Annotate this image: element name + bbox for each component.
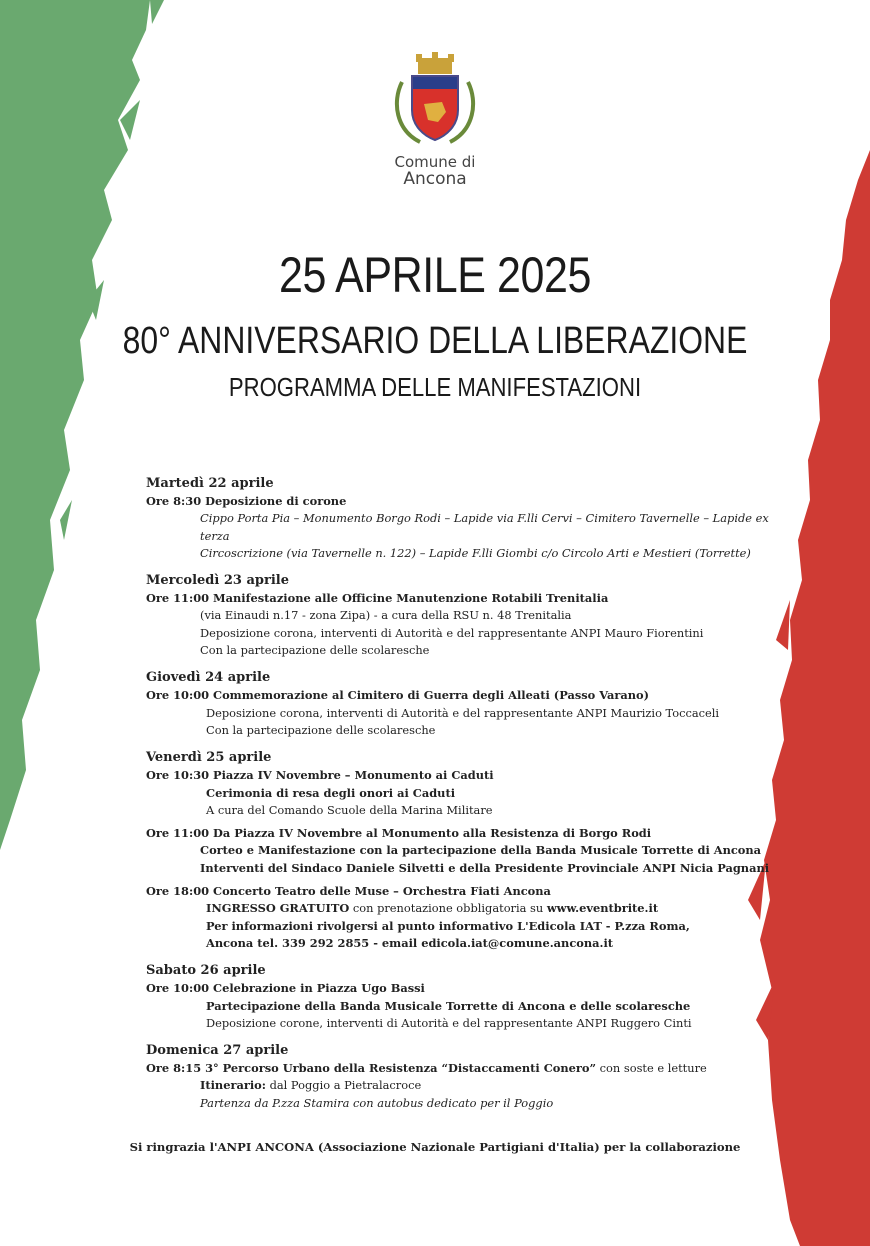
event-detail — [146, 900, 786, 917]
event-detail: Con la partecipazione delle scolaresche — [206, 722, 436, 737]
event-detail: Partenza da P.zza Stamira con autobus dedicato per il Poggio — [200, 1095, 554, 1110]
coat-of-arms-icon — [390, 52, 480, 148]
event-time: Ore 8:15 — [146, 1061, 202, 1076]
itinerary-text: dal Poggio a Pietralacroce — [265, 1078, 422, 1093]
event-title: 3° Percorso Urbano della Resistenza “Distaccamenti Conero” — [201, 1061, 597, 1076]
program-heading: PROGRAMMA DELLE MANIFESTAZIONI — [228, 372, 642, 402]
event-line — [146, 767, 786, 784]
event-detail — [146, 1077, 786, 1094]
event-time: Ore 18:00 — [146, 884, 210, 899]
event-detail: Per informazioni rivolgersi al punto informativo L'Edicola IAT - P.zza Roma, — [206, 918, 690, 933]
logo-line2: Ancona — [403, 169, 467, 189]
event-detail: Deposizione corona, interventi di Autorità e del rappresentante ANPI Maurizio Toccaceli — [206, 705, 720, 720]
contact-info: Ancona tel. 339 292 2855 - email edicola.iat@comune.ancona.it — [206, 935, 614, 950]
day-title: Giovedì 24 aprile — [146, 670, 271, 686]
event-detail: Cerimonia di resa degli onori ai Caduti — [206, 785, 456, 800]
event-suffix: con soste e letture — [596, 1061, 707, 1076]
event-detail: Cippo Porta Pia – Monumento Borgo Rodi – Lapide via F.lli Cervi – Cimitero Tavernelle – Lapide ex terza — [200, 511, 769, 543]
event-detail: Deposizione corone, interventi di Autorità e del rappresentante ANPI Ruggero Cinti — [206, 1015, 692, 1030]
event-time: Ore 11:00 — [146, 591, 210, 606]
event-title: Deposizione di corone — [205, 494, 347, 508]
eventbrite-link[interactable]: www.eventbrite.it — [546, 901, 659, 916]
event-time: Ore 11:00 — [146, 826, 210, 841]
event-title: Piazza IV Novembre – Monumento ai Caduti — [213, 768, 494, 783]
itinerary-label: Itinerario: — [200, 1078, 266, 1093]
day-title: Martedì 22 aprile — [146, 476, 274, 491]
event-title: Da Piazza IV Novembre al Monumento alla Resistenza di Borgo Rodi — [213, 826, 652, 841]
page-subtitle: 80° ANNIVERSARIO DELLA LIBERAZIONE — [122, 320, 748, 362]
event-title: Commemorazione al Cimitero di Guerra degli Alleati (Passo Varano) — [213, 688, 650, 703]
program-list — [146, 475, 786, 1112]
event-detail: (via Einaudi n.17 - zona Zipa) - a cura della RSU n. 48 Trenitalia — [200, 608, 572, 623]
page-title: 25 APRILE 2025 — [279, 247, 591, 303]
event-time: Ore 8:30 — [146, 494, 202, 508]
event-line — [146, 687, 786, 704]
event-time: Ore 10:00 — [146, 688, 210, 703]
event-line — [146, 980, 786, 997]
thanks-note: Si ringrazia l'ANPI ANCONA (Associazione Nazionale Partigiani d'Italia) per la collaborazione — [129, 1140, 741, 1154]
event-detail: Corteo e Manifestazione con la partecipazione della Banda Musicale Torrette di Ancona — [200, 843, 762, 858]
logo-line1: Comune di — [394, 153, 476, 171]
event-line — [146, 1060, 786, 1077]
event-line — [146, 825, 786, 842]
booking-text: con prenotazione obbligatoria su — [349, 901, 547, 916]
event-time: Ore 10:30 — [146, 768, 210, 783]
event-detail: Con la partecipazione delle scolaresche — [200, 643, 430, 658]
event-detail: Partecipazione della Banda Musicale Torrette di Ancona e delle scolaresche — [206, 998, 691, 1013]
event-detail: Deposizione corona, interventi di Autorità e del rappresentante ANPI Mauro Fiorentini — [200, 625, 704, 640]
event-line — [146, 883, 786, 900]
day-title: Mercoledì 23 aprile — [146, 573, 289, 589]
event-title: Concerto Teatro delle Muse – Orchestra Fiati Ancona — [213, 884, 551, 899]
day-title: Sabato 26 aprile — [146, 963, 266, 979]
event-detail: A cura del Comando Scuole della Marina Militare — [206, 802, 493, 817]
event-detail: Interventi del Sindaco Daniele Silvetti e della Presidente Provinciale ANPI Nicia Pagnani — [200, 860, 770, 875]
comune-logo — [388, 52, 482, 188]
event-title: Manifestazione alle Officine Manutenzione Rotabili Trenitalia — [213, 591, 609, 606]
event-time: Ore 10:00 — [146, 981, 210, 996]
day-title: Domenica 27 aprile — [146, 1043, 289, 1059]
free-entry-label: INGRESSO GRATUITO — [206, 901, 350, 916]
event-line — [146, 493, 786, 510]
event-detail: Circoscrizione (via Tavernelle n. 122) – Lapide F.lli Giombi c/o Circolo Arti e Mestieri (Torrette) — [200, 545, 751, 560]
event-line — [146, 590, 786, 607]
day-title: Venerdì 25 aprile — [146, 750, 272, 766]
event-title: Celebrazione in Piazza Ugo Bassi — [213, 981, 425, 996]
